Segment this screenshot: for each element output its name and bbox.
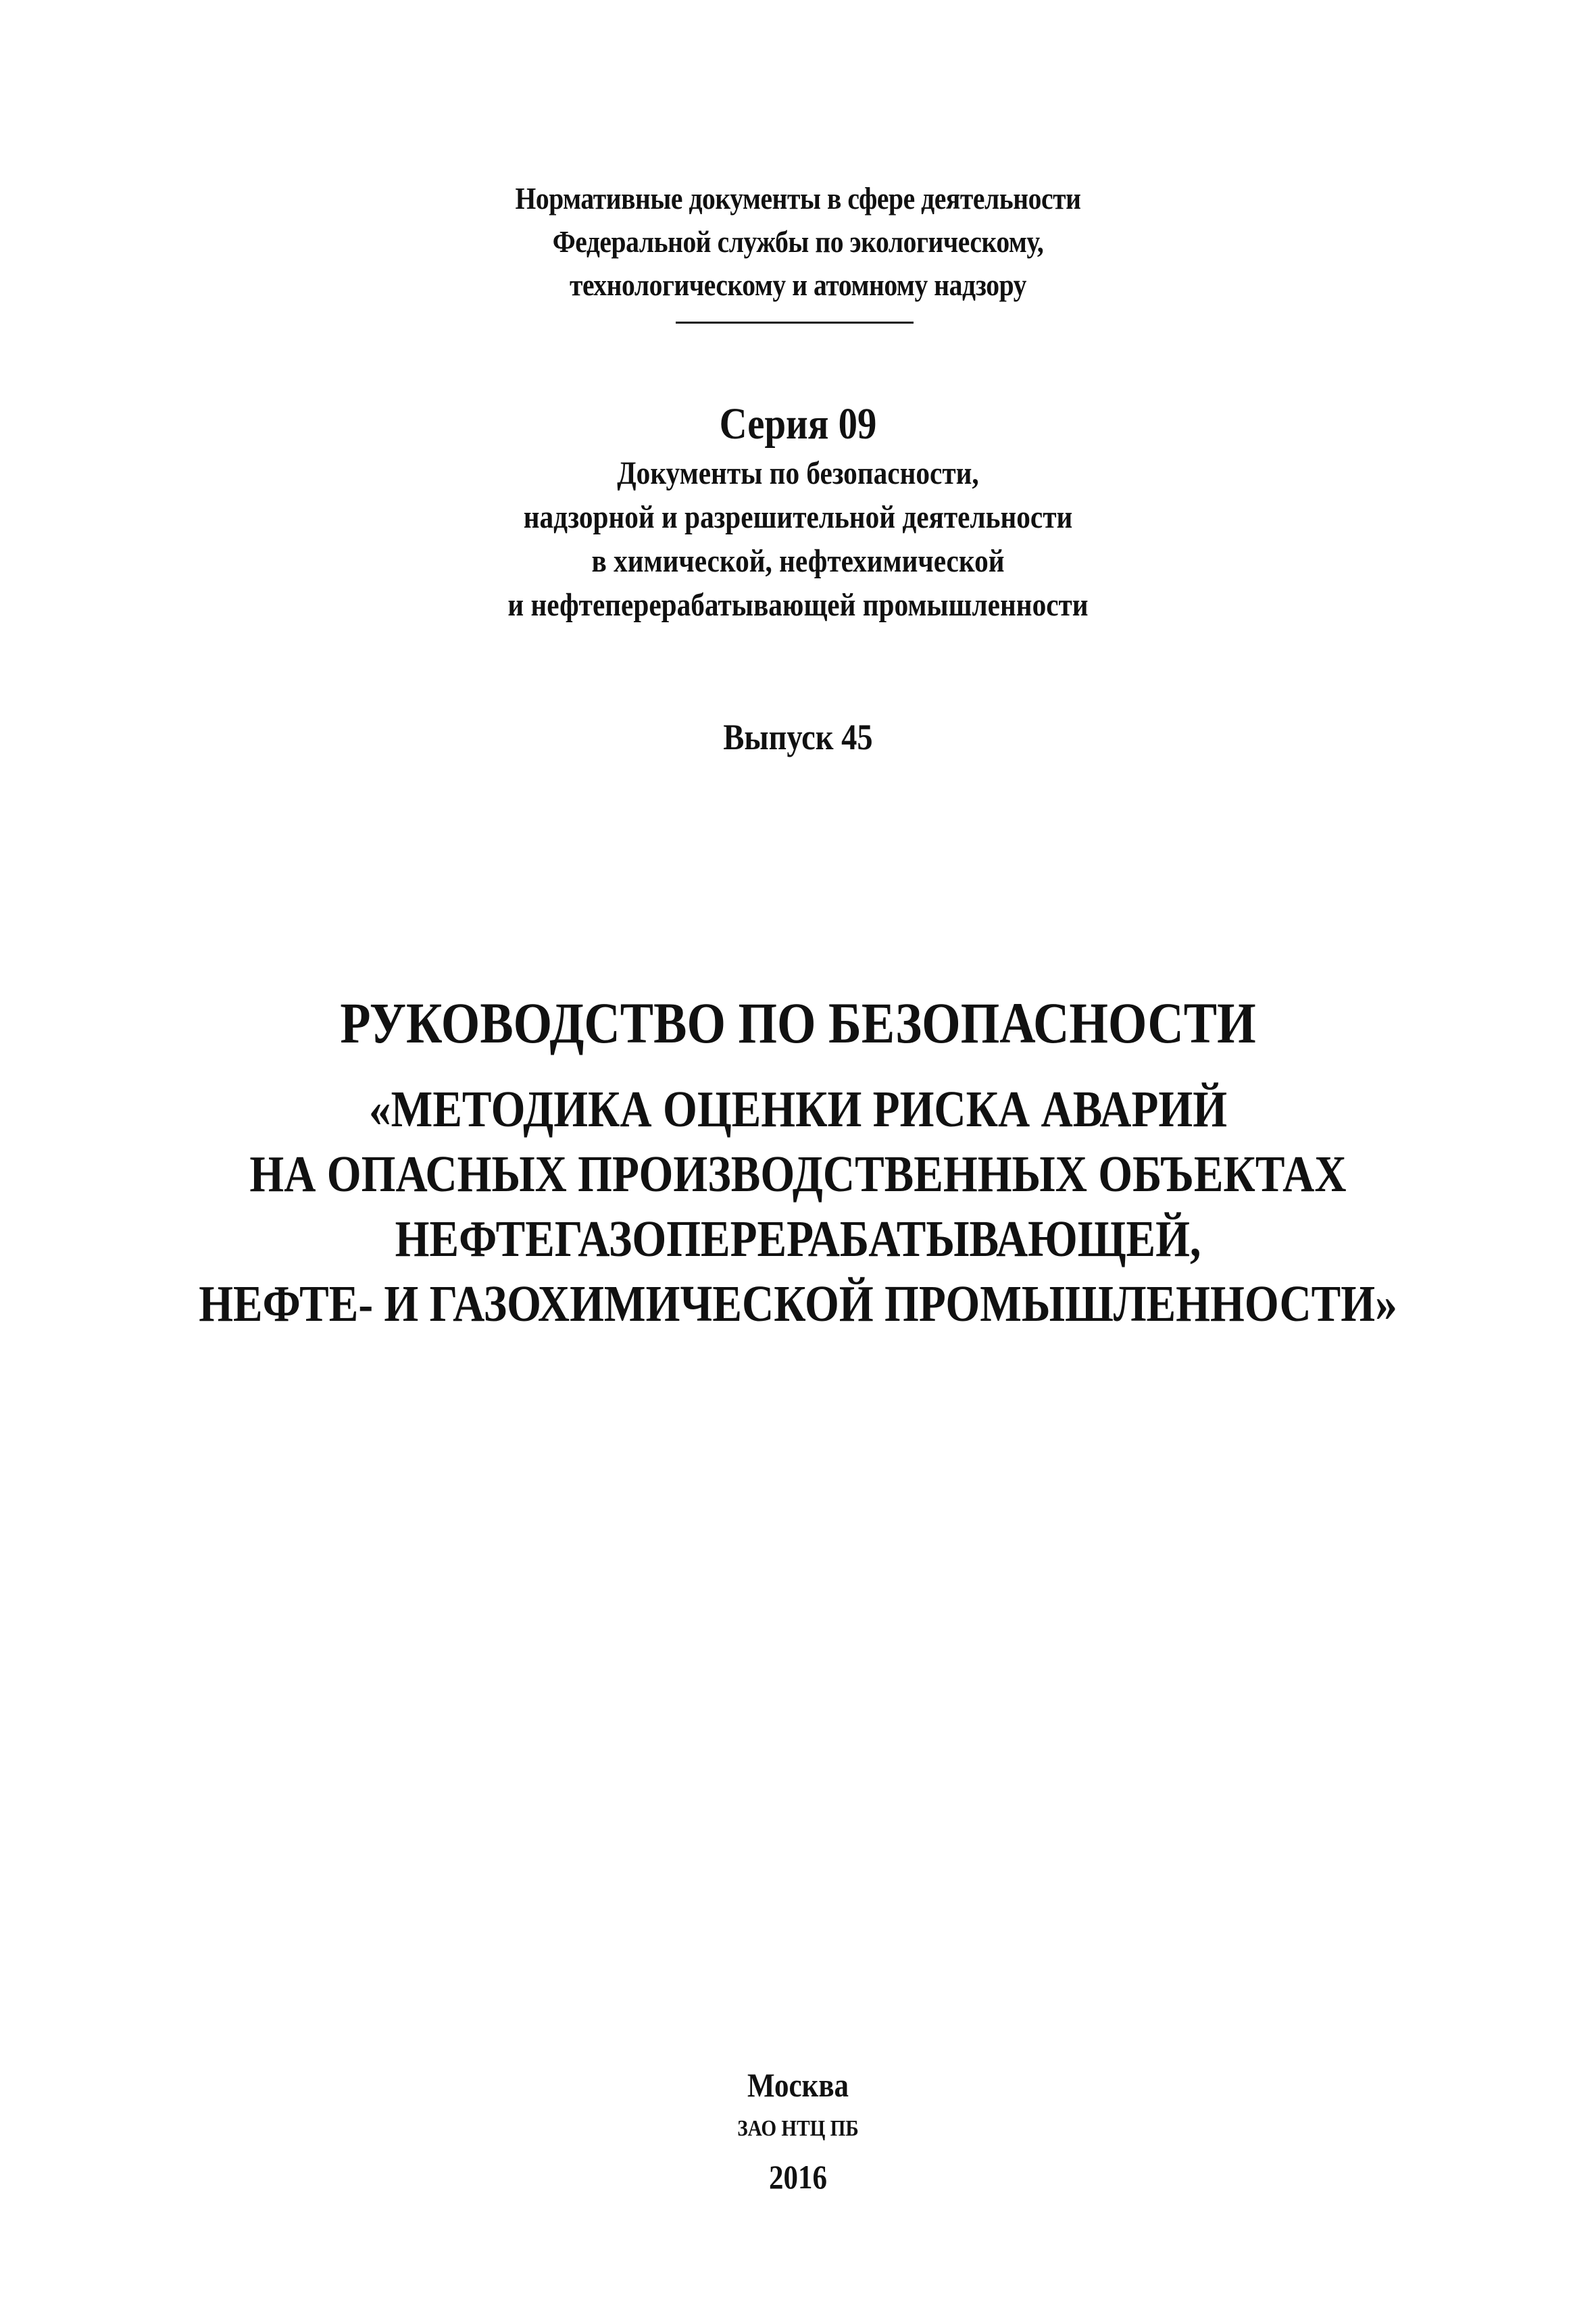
series-description-line: надзорной и разрешительной деятельности bbox=[523, 499, 1073, 535]
series-title bbox=[111, 397, 1484, 451]
series-description-line: и нефтеперерабатывающей промышленности bbox=[507, 587, 1089, 623]
series-title-text: Серия 09 bbox=[719, 399, 877, 449]
series-description bbox=[111, 451, 1484, 627]
document-subtitle-line: НЕФТЕ- И ГАЗОХИМИЧЕСКОЙ ПРОМЫШЛЕННОСТИ» bbox=[199, 1276, 1397, 1332]
publication-year bbox=[111, 2157, 1484, 2197]
issue-number-text: Выпуск 45 bbox=[723, 717, 873, 757]
publication-city-text: Москва bbox=[747, 2066, 849, 2104]
header-line: Нормативные документы в сфере деятельности bbox=[515, 181, 1081, 216]
document-subtitle-line: НЕФТЕГАЗОПЕРЕРАБАТЫВАЮЩЕЙ, bbox=[395, 1211, 1201, 1267]
regulatory-header bbox=[111, 177, 1484, 307]
publisher-text: ЗАО НТЦ ПБ bbox=[737, 2116, 859, 2141]
document-subtitle bbox=[111, 1077, 1484, 1336]
series-description-line: в химической, нефтехимической bbox=[591, 543, 1005, 579]
series-description-line: Документы по безопасности, bbox=[617, 455, 979, 491]
publisher bbox=[111, 2113, 1484, 2144]
publication-city bbox=[111, 2065, 1484, 2105]
header-line: Федеральной службы по экологическому, bbox=[552, 224, 1044, 259]
document-subtitle-line: НА ОПАСНЫХ ПРОИЗВОДСТВЕННЫХ ОБЪЕКТАХ bbox=[249, 1146, 1347, 1203]
header-line: технологическому и атомному надзору bbox=[569, 268, 1027, 302]
document-subtitle-line: «МЕТОДИКА ОЦЕНКИ РИСКА АВАРИЙ bbox=[368, 1081, 1228, 1138]
document-title bbox=[111, 988, 1484, 1058]
header-divider bbox=[676, 322, 914, 324]
document-title-text: РУКОВОДСТВО ПО БЕЗОПАСНОСТИ bbox=[340, 990, 1256, 1055]
publication-year-text: 2016 bbox=[769, 2158, 827, 2196]
issue-number bbox=[111, 713, 1484, 761]
